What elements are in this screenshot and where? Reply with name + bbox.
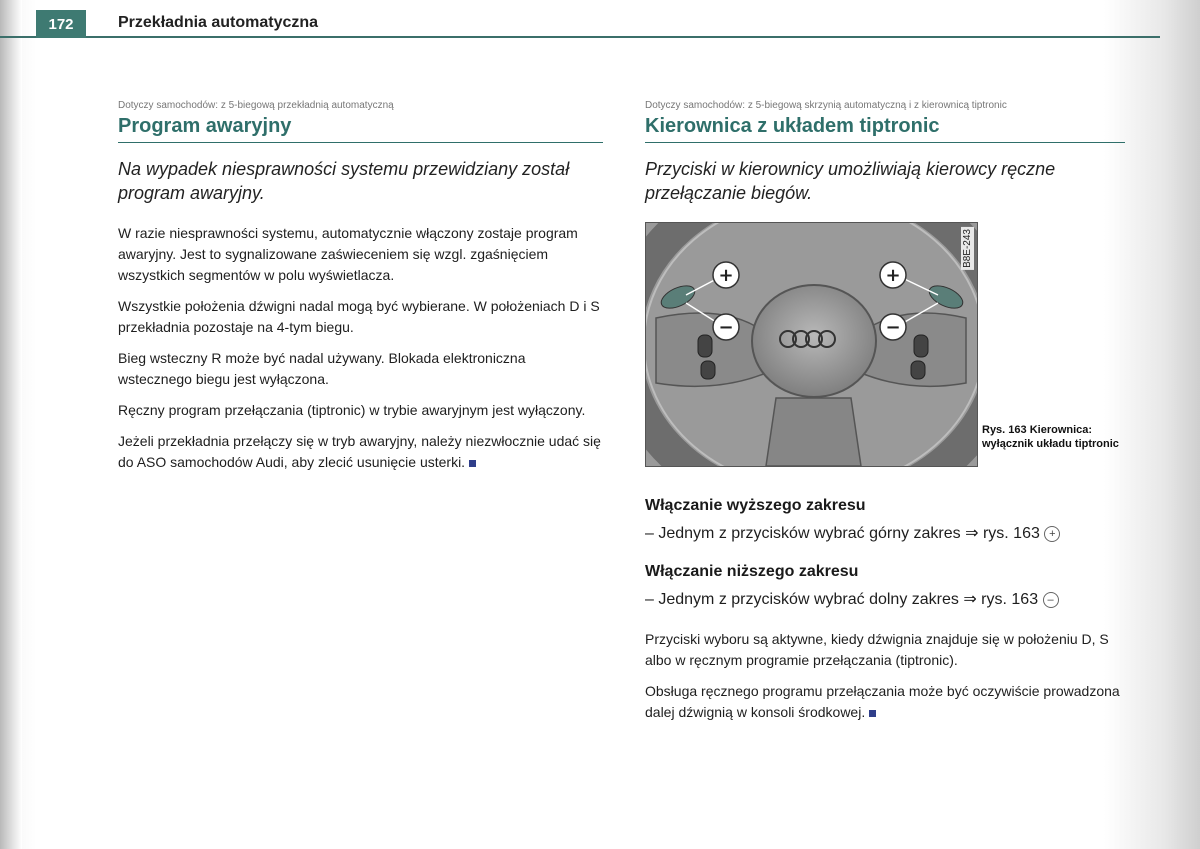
- applies-to-note: Dotyczy samochodów: z 5-biegową przekładnią automatyczną: [118, 100, 394, 111]
- svg-text:−: −: [718, 317, 734, 338]
- svg-text:−: −: [885, 317, 901, 338]
- section-title: Program awaryjny: [118, 115, 603, 143]
- upshift-marker-right: [880, 262, 906, 288]
- upshift-symbol: +: [1044, 526, 1060, 542]
- paragraph-text: Obsługa ręcznego programu przełączania może być oczywiście prowadzona dalej dźwignią w konsoli środkowej.: [645, 683, 1120, 720]
- upshift-instruction-text: – Jednym z przycisków wybrać górny zakres ⇒ rys. 163: [645, 525, 1040, 542]
- right-column-lower: [645, 497, 1125, 733]
- paragraph-last: [118, 431, 603, 473]
- downshift-marker-right: [880, 314, 906, 340]
- steering-wheel-figure: [645, 222, 978, 467]
- applies-to-note: Dotyczy samochodów: z 5-biegową skrzynią automatyczną i z kierownicą tiptronic: [645, 100, 1007, 111]
- left-column: [118, 100, 603, 483]
- downshift-symbol: –: [1043, 592, 1059, 608]
- steering-wheel-illustration: [646, 223, 977, 466]
- airbag-hub: [752, 285, 876, 397]
- page-number: 172: [36, 10, 86, 38]
- upshift-heading: Włączanie wyższego zakresu: [645, 497, 866, 514]
- svg-text:+: +: [718, 265, 734, 286]
- downshift-instruction: [645, 589, 1125, 611]
- chapter-title: Przekładnia automatyczna: [118, 14, 319, 31]
- downshift-heading: Włączanie niższego zakresu: [645, 563, 859, 580]
- upshift-marker-left: [713, 262, 739, 288]
- page-binding-shadow: [0, 0, 22, 849]
- right-column: [645, 100, 1125, 223]
- paragraph: Bieg wsteczny R może być nadal używany. Blokada elektroniczna wstecznego biegu jest wyłączona.: [118, 350, 526, 387]
- paragraph: Przyciski wyboru są aktywne, kiedy dźwignia znajduje się w położeniu D, S albo w ręcznym programie przełączania (tiptronic).: [645, 631, 1109, 668]
- svg-text:+: +: [885, 265, 901, 286]
- downshift-marker-left: [713, 314, 739, 340]
- section-intro: Przyciski w kierownicy umożliwiają kierowcy ręczne przełączanie biegów.: [645, 159, 1056, 203]
- paragraph: Wszystkie położenia dźwigni nadal mogą być wybierane. W położeniach D i S przekładnia pozostaje na 4-tym biegu.: [118, 298, 600, 335]
- figure-caption: Rys. 163 Kierownica: wyłącznik układu tiptronic: [982, 424, 1119, 450]
- upshift-instruction: [645, 523, 1125, 545]
- end-of-section-marker: [869, 710, 876, 717]
- paragraph-last: [645, 681, 1125, 723]
- downshift-instruction-text: – Jednym z przycisków wybrać dolny zakres ⇒ rys. 163: [645, 591, 1039, 608]
- paragraph: Ręczny program przełączania (tiptronic) w trybie awaryjnym jest wyłączony.: [118, 402, 586, 418]
- figure-code: B8E-243: [962, 229, 973, 268]
- paragraph-text: Jeżeli przekładnia przełączy się w tryb awaryjny, należy niezwłocznie udać się do ASO samochodów Audi, aby zlecić usunięcie usterki.: [118, 433, 601, 470]
- section-title: Kierownica z układem tiptronic: [645, 115, 1125, 143]
- section-intro: Na wypadek niesprawności systemu przewidziany został program awaryjny.: [118, 159, 570, 203]
- end-of-section-marker: [469, 460, 476, 467]
- lower-spoke: [766, 398, 861, 466]
- paragraph: W razie niesprawności systemu, automatycznie włączony zostaje program awaryjny. Jest to sygnalizowane zaświeceniem się wzgl. zgaśnięciem wszystkich segmentów w polu wyświetlacza.: [118, 225, 578, 283]
